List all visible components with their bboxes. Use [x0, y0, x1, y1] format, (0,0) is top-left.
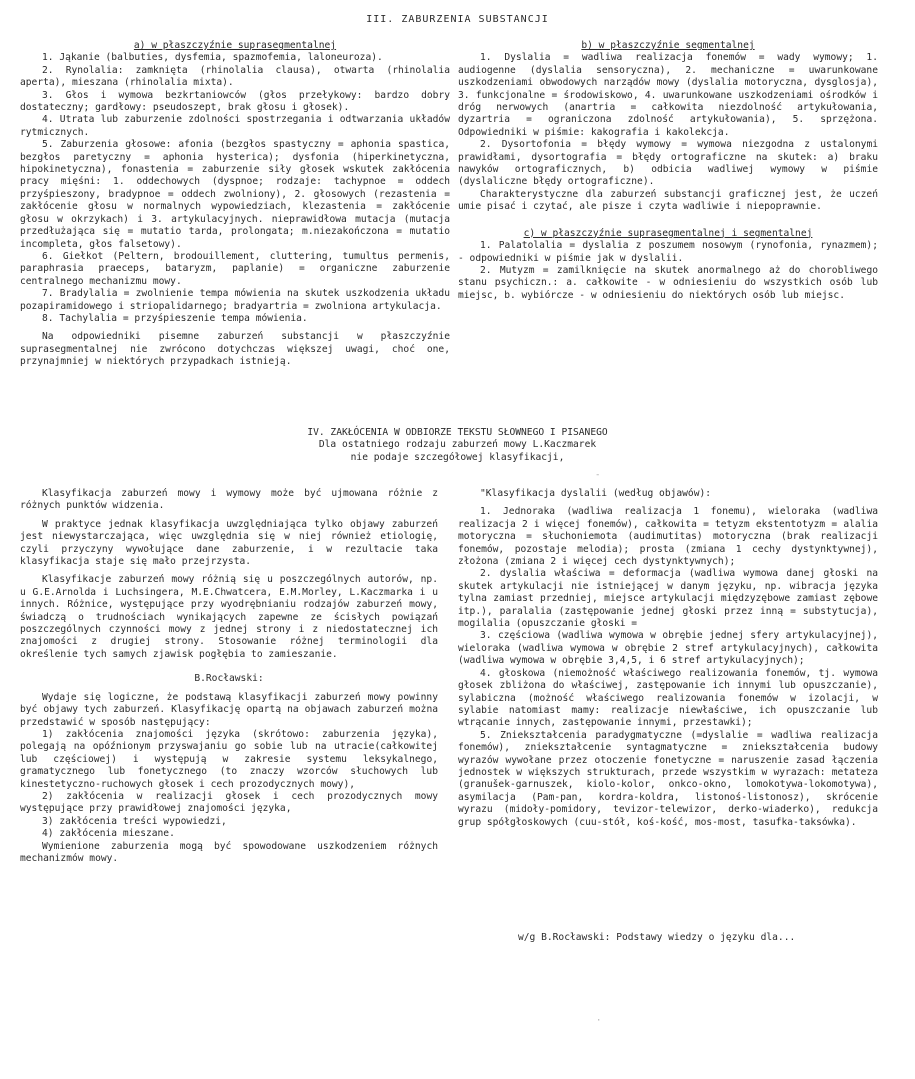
scan-speck: · — [596, 1016, 602, 1026]
col-c-item: 2. Mutyzm = zamilknięcie na skutek anormalnego aż do chorobliwego stanu psychiczn.: a. całkowite - w odniesieniu do wszystkich osób lub miejsc, b. wybiórcze - w odniesieniu do niektórych osób lub miejsc. — [458, 264, 878, 301]
col-a-item: 8. Tachylalia = przyśpieszenie tempa mówienia. — [42, 312, 308, 324]
footer-note: w/g B.Rocławski: Podstawy wiedzy o języku dla... — [518, 932, 796, 943]
dyslalia-heading: "Klasyfikacja dyslalii (według objawów): — [480, 488, 712, 499]
dyslalia-item: 5. Zniekształcenia paradygmatyczne (=dyslalie = wadliwa realizacja fonemów), zniekształcenie syntagmatyczne = zniekształcenia budowy wyrazów wywołane przez otoczenie fonetyczne = naruszenie zasad łączenia jednostek w większych strukturach, przede wszystkim w wyrazach: metateza (granušek-garnuszek, kiolo-kolor, onkco-okno, lomokotywa-lokomotywa), asymilacja (Pam-pan, kordra-koldra, listonoś-listonosz), skrócenie wyrazu (midoły-pomidory, tevizor-telewizor, derko-wiaderko), redukcja grup spółgłoskowych (cuu-stół, koś-kość, mos-most, tasufka-taksówka). — [458, 729, 878, 828]
col-a-heading: a) w płaszczyźnie suprasegmentalnej — [133, 40, 337, 51]
col-b-block — [458, 40, 878, 302]
col-b-item: 2. Dysortofonia = błędy wymowy = wymowa niezgodna z ustalonymi prawidłami, dysortografia = błędy ortograficzne na skutek: a) braku nawyków ortograficznych, b) odbicia wadliwej wymowy w piśmie (dyslaliczne błędy ortograficzne). — [458, 139, 878, 188]
section-iv-subtitle-1: Dla ostatniego rodzaju zaburzeń mowy L.Kaczmarek — [318, 439, 597, 451]
dyslalia-block — [458, 488, 878, 829]
roclawski-paragraph: Wydaje się logiczne, że podstawą klasyfikacji zaburzeń mowy powinny być objawy tych zaburzeń. Klasyfikację opartą na objawach zaburzeń można przedstawić w sposób następujący: — [20, 691, 438, 728]
roclawski-paragraph: 4) zakłócenia mieszane. — [42, 828, 175, 840]
roclawski-paragraph: Wymienione zaburzenia mogą być spowodowane uszkodzeniem różnych mechanizmów mowy. — [20, 840, 438, 864]
page-header: III. ZABURZENIA SUBSTANCJI — [366, 14, 549, 25]
roclawski-paragraph: 3) zakłócenia treści wypowiedzi, — [42, 815, 227, 827]
left-lower-paragraph: Klasyfikacja zaburzeń mowy i wymowy może być ujmowana różnie z różnych punktów widzenia. — [20, 488, 438, 512]
col-a-note: Na odpowiedniki pisemne zaburzeń substancji w płaszczyźnie suprasegmentalnej nie zwrócono dotychczas większej uwagi, choć one, przynajmniej w niektórych przypadkach istnieją. — [20, 331, 450, 368]
col-b-heading: b) w płaszczyźnie segmentalnej — [581, 40, 755, 51]
roclawski-paragraph: 1) zakłócenia znajomości języka (skrótowo: zaburzenia języka), polegają na opóźnionym przyswajaniu go sobie lub na utracie(całkowitej lub częściowej) i występują w zakresie systemu leksykalnego, gramatycznego lub fonetycznego (to znaczy wzorców słuchowych lub kinestetyczno-ruchowych głosek i cech prozodycznych mowy), — [20, 728, 438, 790]
col-a-item: 2. Rynolalia: zamknięta (rhinolalia clausa), otwarta (rhinolalia aperta), mieszana (rhinolalia mixta). — [20, 64, 450, 89]
section-iv-heading — [230, 427, 685, 464]
col-a-block — [20, 40, 450, 369]
left-lower-paragraph: W praktyce jednak klasyfikacja uwzględniająca tylko objawy zaburzeń jest niewystarczająca, więc uwzględnia się w niej również etiologię, czyli przyczyny wywołujące dane zaburzenie, i w rezultacie taka klasyfikacja staje się mało przejrzysta. — [20, 518, 438, 568]
col-a-item: 5. Zaburzenia głosowe: afonia (bezgłos spastyczny = aphonia spastica, bezgłos paretyczny = aphonia hysterica); dysfonia (hiperkinetyczna, hipokinetyczna), fonastenia = zaburzenie siły głosek wskutek zakłócenia pracy mięśni: 1. oddechowych (dyspnoe; rodzaje: tachypnoe = oddech przyśpieszony, bradypnoe = oddech zwolniony), 2. głosowych (rezastenia = zakłócenie głosu w normalnych wypowiedziach, klezastenia = zakłócenie głosu w okrzykach) i 3. artykulacyjnych. nieprawidłowa mutacja (mutacja przedłużająca się = mutatio tarda, prolongata; m.niezakończona = mutatio incompleta, głos falsetowy). — [20, 139, 450, 250]
col-a-item: 1. Jąkanie (balbuties, dysfemia, spazmofemia, laloneuroza). — [42, 52, 383, 64]
col-a-item: 4. Utrata lub zaburzenie zdolności spostrzegania i odtwarzania układów rytmicznych. — [20, 114, 450, 138]
section-iv-title: IV. ZAKŁÓCENIA W ODBIORZE TEKSTU SŁOWNEGO I PISANEGO — [307, 427, 608, 438]
left-lower-paragraph: Klasyfikacje zaburzeń mowy różnią się u poszczególnych autorów, np. u G.E.Arnolda i Luchsingera, M.E.Chwatcera, E.M.Morley, L.Kaczmarka i u innych. Różnice, występujące przy wyodrębnianiu rodzajów zaburzeń mowy, świadczą o trudnościach wynikających zapewne ze ścisłych powiązań poszczególnych czynności mowy z jednej strony i z niedostatecznej ich znajomości z drugiej strony. Stosowanie różnej terminologii dla określenie tych samych zjawisk pogłębia to zamieszanie. — [20, 574, 438, 660]
col-a-item: 6. Giełkot (Peltern, brodouillement, cluttering, tumultus permenis, paraphrasia praeceps, bataryzm, paplanie) = organiczne zaburzenie centralnego mechanizmu mowy. — [20, 250, 450, 287]
dash-mark: - — [595, 470, 601, 480]
dyslalia-item: 1. Jednoraka (wadliwa realizacja 1 fonemu), wieloraka (wadliwa realizacja 2 i więcej fonemów), całkowita = tetyzm ekstentotyzm = alalia motoryczna = słuchoniemota (audimutitas) motoryczna (brak realizacji fonemów, pozostaje melodia); prosta (zmiana 1 cechy dystynktywnej), złożona (zmiana 2 i więcej cech dystynktywnych); — [458, 506, 878, 568]
col-b-item: Charakterystyczne dla zaburzeń substancji graficznej jest, że uczeń umie pisać i czytać, ale pisze i czyta wadliwie i niepoprawnie. — [458, 188, 878, 213]
col-c-item: 1. Palatolalia = dyslalia z poszumem nosowym (rynofonia, rynazmem); - odpowiedniki w piśmie jak w dyslalii. — [458, 240, 878, 264]
left-lower-block — [20, 488, 438, 865]
roclawski-heading: B.Rocławski: — [194, 673, 264, 685]
roclawski-paragraph: 2) zakłócenia w realizacji głosek i cech prozodycznych mowy występujące przy prawidłowej znajomości języka, — [20, 790, 438, 815]
col-b-item: 1. Dyslalia = wadliwa realizacja fonemów = wady wymowy; 1. audiogenne (dyslalia sensoryczna), 2. mechaniczne = uwarunkowane uszkodzeniami obwodowych narządów mowy (dyslalia motoryczna, dysglosja), 3. funkcjonalne = środowiskowo, 4. uwarunkowane uszkodzeniami ośrodków i dróg nerwowych (anartria = całkowita niezdolność artykułowania, dyzartria = ograniczona zdolność artykułowania), 5. sprzężona. Odpowiedniki w piśmie: kakografia i kakolekcja. — [458, 52, 878, 138]
dyslalia-item: 2. dyslalia właściwa = deformacja (wadliwa wymowa danej głoski na skutek artykulacji nie istniejącej w danym języku, np. wibracja języka tylna zamiast przedniej, miejsce artykulacji międzyzębowe zamiast zębowe itp.), paralalia (zastępowanie jednej głoski przez inną = substytucja), mogilalia (opuszczanie głoski = — [458, 568, 878, 630]
dyslalia-item: 3. częściowa (wadliwa wymowa w obrębie jednej sfery artykulacyjnej), wieloraka (wadliwa wymowa w obrębie 2 stref artykulacyjnych), całkowita (wadliwa wymowa w obrębie 3,4,5, i 6 stref artykulacyjnych); — [458, 630, 878, 667]
col-a-item: 7. Bradylalia = zwolnienie tempa mówienia na skutek uszkodzenia układu pozapiramidowego i striopalidarnego; bradyartria = zwolniona artykulacja. — [20, 288, 450, 312]
col-c-heading: c) w płaszczyźnie suprasegmentalnej i segmentalnej — [523, 227, 813, 239]
dyslalia-item: 4. głoskowa (niemożność właściwego realizowania fonemów, tj. wymowa głosek zbliżona do właściwej, zastępowanie ich innymi lub opuszczanie), sylabiczna (możność właściwego realizowania fonemów w izolacji, w sylabie natomiast mamy: realizacje niewłaściwe, ich opuszczanie lub wtrącanie innych, zastępowanie innymi, przestawki); — [458, 667, 878, 729]
section-iv-subtitle-2: nie podaje szczegółowej klasyfikacji, — [350, 451, 565, 463]
col-a-item: 3. Głos i wymowa bezkrtaniowców (głos przełykowy: bardzo dobry dostateczny; gardłowy: pseudoszept, brak głosu i głosek). — [20, 89, 450, 114]
